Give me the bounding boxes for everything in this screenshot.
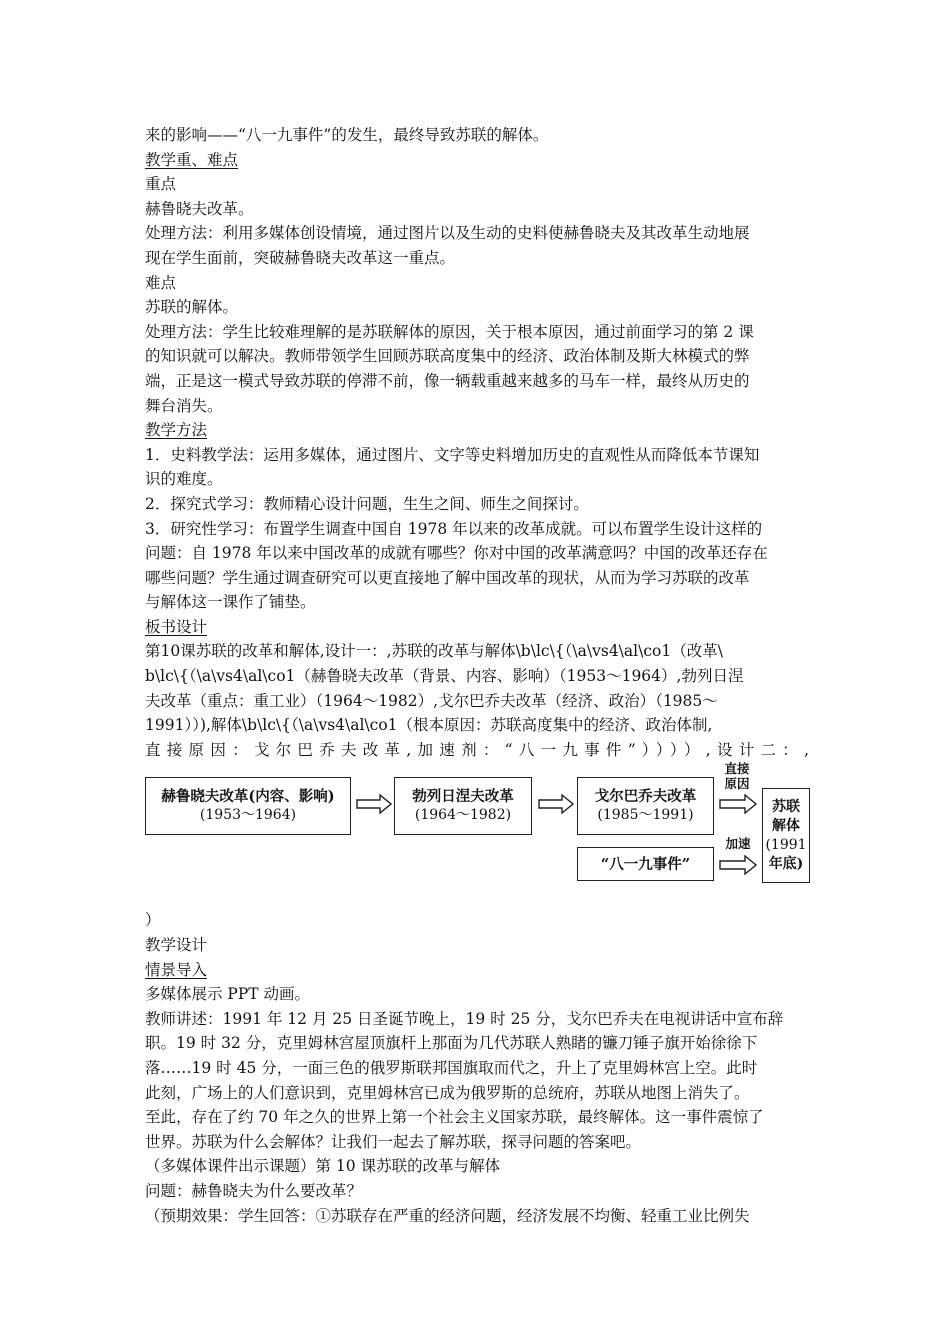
- text-line: 舞台消失。: [145, 396, 223, 415]
- label-direct-cause: [719, 761, 755, 791]
- text-line: 夫改革（重点：重工业）（1964～1982）,戈尔巴乔夫改革（经济、政治）（1985～: [145, 691, 718, 710]
- section-heading: 教学重、难点: [145, 150, 239, 169]
- section-heading: 情景导入: [145, 960, 208, 979]
- box-title: 勃列日涅夫改革: [412, 788, 514, 806]
- text-line: 现在学生面前，突破赫鲁晓夫改革这一重点。: [145, 248, 456, 267]
- box-years: (1953～1964): [199, 807, 297, 824]
- gorbachev-reform-box: [577, 777, 714, 835]
- box-title: 赫鲁晓夫改革(内容、影响): [161, 788, 335, 806]
- box-line: 苏联: [772, 798, 800, 815]
- arrow-right-icon: [719, 794, 757, 814]
- brezhnev-reform-box: [394, 777, 532, 835]
- text-line: 苏联的解体。: [145, 298, 239, 317]
- box-title: “八一九事件”: [600, 855, 691, 873]
- text-line: 问题：自 1978 年以来中国改革的成就有哪些？你对中国的改革满意吗？中国的改革还存在: [145, 544, 768, 563]
- text-line: （预期效果：学生回答：①苏联存在严重的经济问题，经济发展不均衡、轻重工业比例失: [145, 1206, 750, 1225]
- text-line: 落……19 时 45 分，一面三色的俄罗斯联邦国旗取而代之，升上了克里姆林宫上空。此时: [145, 1059, 758, 1077]
- text-line: 1．史料教学法：运用多媒体，通过图片、文字等史料增加历史的直观性从而降低本节课知: [145, 445, 760, 464]
- text-line: 问题：赫鲁晓夫为什么要改革？: [145, 1181, 363, 1200]
- text-line: 直接原因：戈尔巴乔夫改革,加速剂：“八一九事件”））））,设计二：,: [145, 740, 809, 759]
- text-line: 重点: [145, 175, 177, 194]
- text-line: 的知识就可以解决。教师带领学生回顾苏联高度集中的经济、政治体制及斯大林模式的弊: [145, 347, 750, 366]
- text-line: 至此，存在了约 70 年之久的世界上第一个社会主义国家苏联，最终解体。这一事件震惊了: [145, 1108, 764, 1127]
- label-line: 加速: [725, 836, 751, 852]
- label-accelerant: [719, 836, 757, 851]
- text-line: b\lc\{（\a\vs4\al\co1（赫鲁晓夫改革（背景、内容、影响）（1953～1964）,勃列日涅: [145, 667, 744, 686]
- khrushchev-reform-box: [145, 777, 351, 835]
- august-coup-box: [577, 847, 714, 881]
- ussr-dissolution-box: [762, 788, 810, 883]
- text-line: （多媒体课件出示课题）第 10 课苏联的改革与解体: [145, 1157, 501, 1176]
- text-line: 处理方法：利用多媒体创设情境，通过图片以及生动的史料使赫鲁晓夫及其改革生动地展: [145, 224, 750, 243]
- text-block-bottom: [145, 908, 809, 1228]
- box-line: (1991: [765, 836, 807, 853]
- text-line: 多媒体展示 PPT 动画。: [145, 985, 311, 1004]
- box-years: (1985～1991): [597, 807, 694, 824]
- text-line: 2．探究式学习：教师精心设计问题，生生之间、师生之间探讨。: [145, 494, 589, 513]
- text-line: 哪些问题？学生通过调查研究可以更直接地了解中国改革的现状，从而为学习苏联的改革: [145, 568, 750, 587]
- text-line: 难点: [145, 273, 177, 292]
- label-line: 直接: [724, 761, 750, 777]
- section-heading: 教学方法: [145, 421, 208, 440]
- text-line: 3．研究性学习：布置学生调查中国自 1978 年以来的改革成就。可以布置学生设计这样的: [145, 519, 763, 538]
- arrow-right-icon: [538, 794, 574, 814]
- text-line: 世界。苏联为什么会解体？让我们一起去了解苏联，探寻问题的答案吧。: [145, 1132, 642, 1151]
- box-line: 年底): [768, 855, 804, 872]
- text-line: 赫鲁晓夫改革。: [145, 199, 254, 218]
- label-line: 原因: [724, 776, 750, 792]
- arrow-right-icon: [356, 794, 392, 814]
- box-years: (1964～1982): [414, 807, 512, 824]
- text-line: 端，正是这一模式导致苏联的停滞不前，像一辆载重越来越多的马车一样，最终从历史的: [145, 371, 750, 390]
- flow-diagram: [145, 761, 809, 908]
- text-line: 此刻，广场上的人们意识到，克里姆林宫已成为俄罗斯的总统府，苏联从地图上消失了。: [145, 1083, 750, 1102]
- text-line: 来的影响——“八一九事件”的发生，最终导致苏联的解体。: [145, 126, 549, 144]
- text-line: 教学设计: [145, 936, 208, 955]
- box-title: 戈尔巴乔夫改革: [594, 788, 697, 806]
- section-heading: 板书设计: [145, 617, 208, 636]
- document-page: [145, 123, 809, 1228]
- text-block-top: [145, 123, 809, 762]
- text-line: 处理方法：学生比较难理解的是苏联解体的原因，关于根本原因，通过前面学习的第 2 课: [145, 322, 754, 341]
- text-line: 第10课苏联的改革和解体,设计一：,苏联的改革与解体\b\lc\{（\a\vs4\al\co1（改革\: [145, 642, 723, 661]
- text-line: 教师讲述：1991 年 12 月 25 日圣诞节晚上，19 时 25 分，戈尔巴乔夫在电视讲话中宣布辞: [145, 1009, 784, 1028]
- text-line: ）: [145, 911, 161, 930]
- text-line: 识的难度。: [145, 470, 223, 489]
- text-line: 1991））),解体\b\lc\{（\a\vs4\al\co1（根本原因：苏联高度集中的经济、政治体制,: [145, 716, 713, 735]
- arrow-right-icon: [719, 855, 757, 875]
- box-line: 解体: [772, 817, 800, 834]
- text-line: 与解体这一课作了铺垫。: [145, 593, 316, 612]
- text-line: 职。19 时 32 分，克里姆林宫屋顶旗杆上那面为几代苏联人熟睹的镰刀锤子旗开始徐徐下: [145, 1034, 758, 1053]
